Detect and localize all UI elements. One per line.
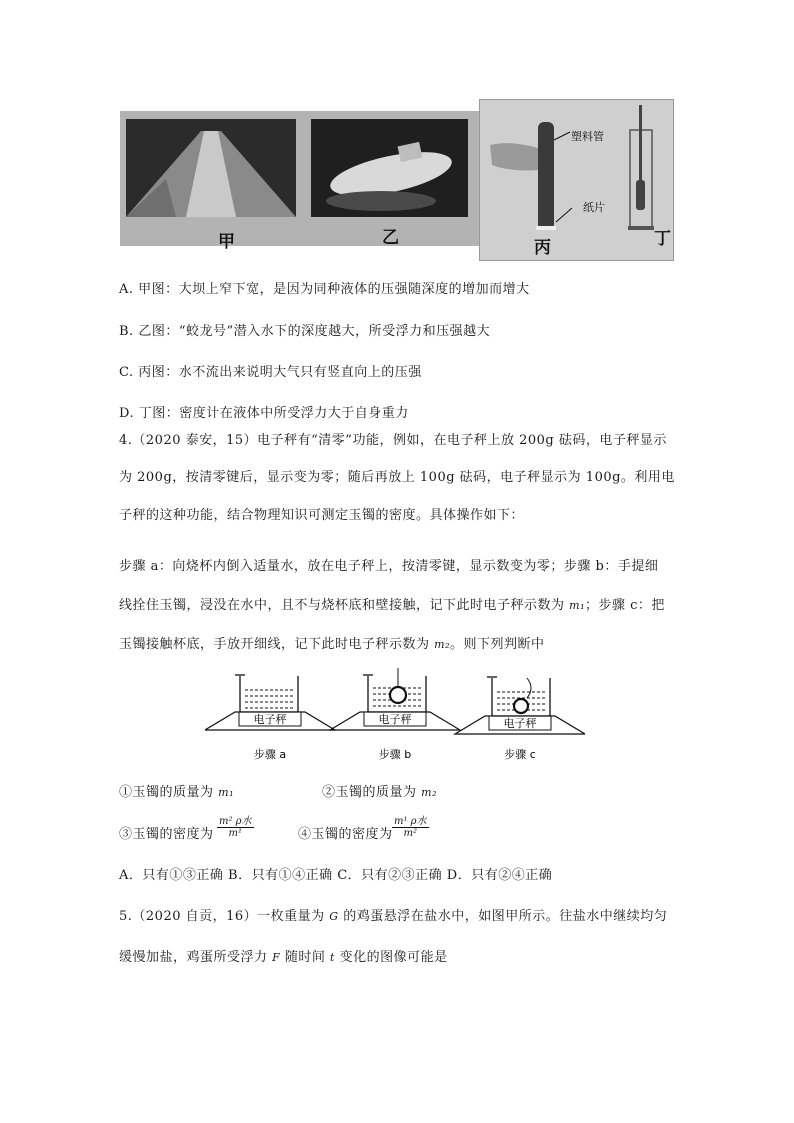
judgment-3-denominator: m¹ [228, 828, 243, 839]
judgment-3-numerator: m² ρ水 [217, 812, 254, 828]
beaker-steps-svg [205, 668, 585, 768]
q4-step-line2-text: 线拴住玉镯，浸没在水中，且不与烧杯底和壁接触，记下此时电子秤示数为 [119, 598, 570, 613]
q3-option-c: C. 丙图：水不流出来说明大气只有竖直向上的压强 [119, 365, 422, 380]
step-c-label: 步骤 c [504, 748, 536, 761]
judgment-3: ③玉镯的密度为 [119, 827, 214, 842]
judgment-1 [119, 781, 234, 800]
q4-step-line3-text: 玉镯接触杯底，手放开细线，记下此时电子秤示数为 [119, 637, 435, 652]
judgment-4: ④玉镯的密度为 [298, 827, 393, 842]
beaker-steps-diagram [205, 668, 585, 768]
q4-step-line3-tail: 。则下列判断中 [449, 637, 545, 652]
q4-step-line2 [119, 594, 665, 613]
q4-step-line3 [119, 633, 545, 652]
judgment-2 [322, 781, 437, 800]
q5-stem-line1 [119, 905, 667, 924]
judgment-4-denominator: m² [403, 828, 418, 839]
caption-jia: 甲 [218, 232, 235, 252]
caption-ding: 丁 [654, 229, 671, 249]
judgment-4-fraction [392, 812, 429, 839]
judgment-1-var: m₁ [218, 786, 234, 799]
q5-line1-tail: 的鸡蛋悬浮在盐水中，如图甲所示。往盐水中继续均匀 [338, 909, 668, 924]
judgment-2-text: ②玉镯的质量为 [322, 785, 422, 800]
q4-stem-line3: 子秤的这种功能，结合物理知识可测定玉镯的密度。具体操作如下： [119, 508, 525, 523]
q5-stem-line2 [119, 946, 448, 965]
judgment-2-var: m₂ [421, 786, 437, 799]
var-m1: m₁ [569, 599, 585, 612]
photo-submarine [311, 119, 468, 217]
q4-step-line2-tail: ；步骤 c：把 [584, 598, 665, 613]
q4-answer-choices: A．只有①③正确 B．只有①④正确 C．只有②③正确 D．只有②④正确 [119, 868, 553, 883]
var-G: G [329, 910, 339, 923]
label-plastic-tube: 塑料管 [571, 130, 604, 143]
step-b-label: 步骤 b [378, 748, 412, 761]
label-paper-sheet: 纸片 [583, 201, 605, 214]
judgment-4-numerator: m¹ ρ水 [392, 812, 429, 828]
q5-line2-tail: 变化的图像可能是 [334, 950, 448, 965]
q3-option-d: D. 丁图：密度计在液体中所受浮力大于自身重力 [119, 406, 409, 421]
var-F: F [272, 951, 281, 964]
photo-tube-and-densimeter [479, 99, 674, 261]
q5-line2-mid: 随时间 [280, 950, 331, 965]
figure-strip [120, 99, 672, 259]
q3-option-b: B. 乙图：“蛟龙号”潜入水下的深度越大，所受浮力和压强越大 [119, 324, 491, 339]
scale-label-b: 电子秤 [378, 713, 412, 726]
q4-step-line1: 步骤 a：向烧杯内倒入适量水，放在电子秤上，按清零键，显示数变为零；步骤 b：手提细 [119, 559, 659, 574]
judgment-3-fraction [217, 812, 254, 839]
scale-label-c: 电子秤 [503, 717, 537, 730]
q5-line2-text: 缓慢加盐，鸡蛋所受浮力 [119, 950, 273, 965]
scale-label-a: 电子秤 [253, 713, 287, 726]
var-m2: m₂ [434, 638, 450, 651]
judgment-1-text: ①玉镯的质量为 [119, 785, 219, 800]
caption-yi: 乙 [382, 228, 399, 248]
photo-dam [126, 119, 296, 217]
q4-stem-line1: 4.（2020 泰安，15）电子秤有“清零”功能，例如，在电子秤上放 200g 砝码，电子秤显示 [119, 433, 667, 448]
caption-bing: 丙 [534, 238, 551, 258]
step-a-label: 步骤 a [253, 748, 287, 761]
q3-option-a: A. 甲图：大坝上窄下宽，是因为同种液体的压强随深度的增加而增大 [119, 282, 530, 297]
q5-line1-text: 5.（2020 自贡，16）一枚重量为 [119, 909, 330, 924]
q4-stem-line2: 为 200g，按清零键后，显示变为零；随后再放上 100g 砝码，电子秤显示为 100g。利用电 [119, 470, 675, 485]
var-t: t [330, 951, 335, 964]
